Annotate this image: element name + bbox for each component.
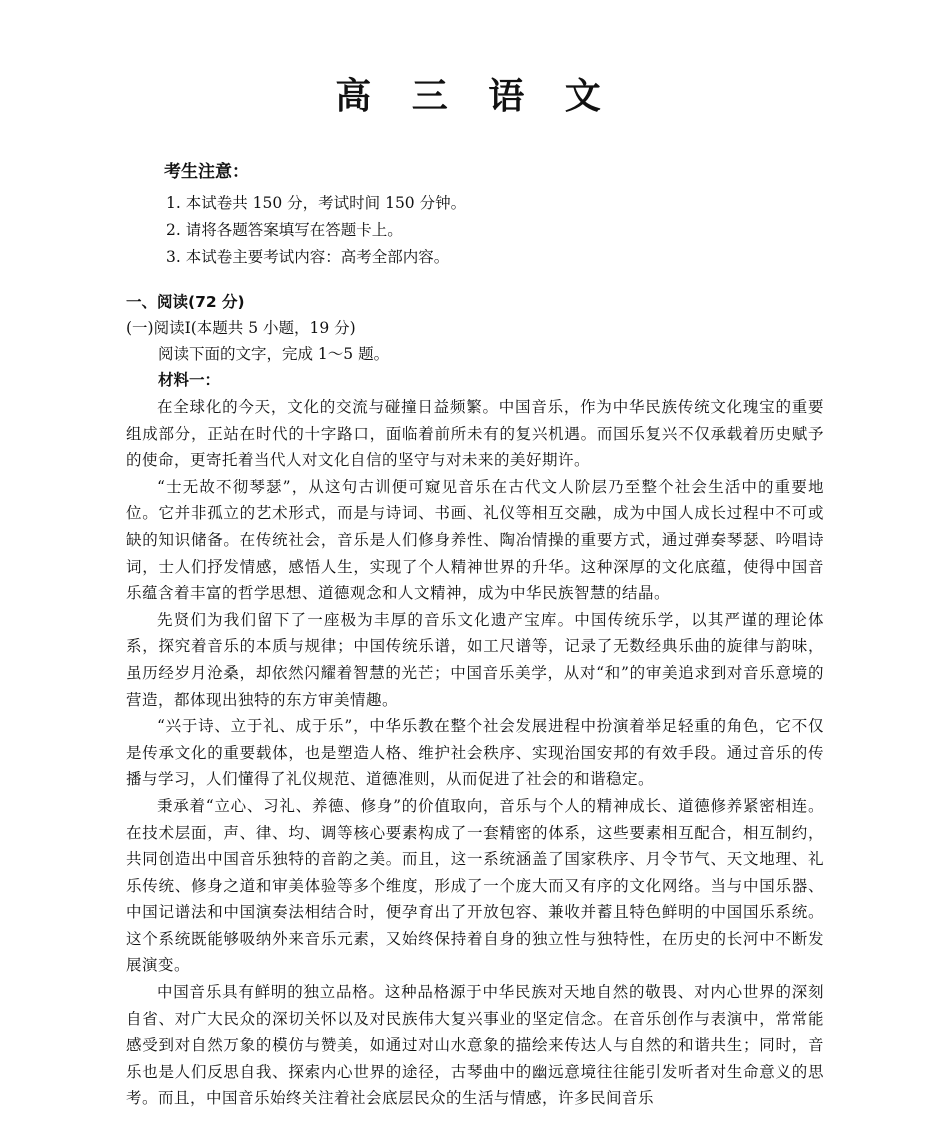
material-body	[126, 394, 824, 1112]
paragraph-2: “士无故不彻琴瑟”，从这句古训便可窥见音乐在古代文人阶层乃至整个社会生活中的重要地位。它并非孤立的艺术形式，而是与诗词、书画、礼仪等相互交融，成为中国人成长过程中不可或缺的知识储备。在传统社会，音乐是人们修身养性、陶冶情操的重要方式，通过弹奏琴瑟、吟唱诗词，士人们抒发情感，感悟人生，实现了个人精神世界的升华。这种深厚的文化底蕴，使得中国音乐蕴含着丰富的哲学思想、道德观念和人文精神，成为中华民族智慧的结晶。	[126, 477, 824, 603]
subsection-heading: (一)阅读Ⅰ(本题共 5 小题，19 分)	[126, 319, 356, 337]
notice-item-3: 3. 本试卷主要考试内容：高考全部内容。	[166, 248, 450, 266]
paragraph-5: 秉承着“立心、习礼、养德、修身”的价值取向，音乐与个人的精神成长、道德修养紧密相连。在技术层面，声、律、均、调等核心要素构成了一套精密的体系，这些要素相互配合，相互制约，共同创造出中国音乐独特的音韵之美。而且，这一系统涵盖了国家秩序、月令节气、天文地理、礼乐传统、修身之道和审美体验等多个维度，形成了一个庞大而又有序的文化网络。当与中国乐器、中国记谱法和中国演奏法相结合时，便孕育出了开放包容、兼收并蓄且特色鲜明的中国国乐系统。这个系统既能够吸纳外来音乐元素，又始终保持着自身的独立性与独特性，在历史的长河中不断发展演变。	[126, 796, 824, 975]
paragraph-3: 先贤们为我们留下了一座极为丰厚的音乐文化遗产宝库。中国传统乐学，以其严谨的理论体系，探究着音乐的本质与规律；中国传统乐谱，如工尺谱等，记录了无数经典乐曲的旋律与韵味，虽历经岁月沧桑，却依然闪耀着智慧的光芒；中国音乐美学，从对“和”的审美追求到对音乐意境的营造，都体现出独特的东方审美情趣。	[126, 610, 824, 709]
notice-heading: 考生注意：	[164, 162, 249, 182]
notice-item-2: 2. 请将各题答案填写在答题卡上。	[166, 221, 403, 239]
section-heading: 一、阅读(72 分)	[126, 293, 245, 311]
page-title: 高 三 语 文	[335, 76, 615, 117]
examinee-notice	[164, 160, 864, 271]
paragraph-1: 在全球化的今天，文化的交流与碰撞日益频繁。中国音乐，作为中华民族传统文化瑰宝的重要组成部分，正站在时代的十字路口，面临着前所未有的复兴机遇。而国乐复兴不仅承载着历史赋予的使命，更寄托着当代人对文化自信的坚守与对未来的美好期许。	[126, 398, 824, 470]
paragraph-6: 中国音乐具有鲜明的独立品格。这种品格源于中华民族对天地自然的敬畏、对内心世界的深刻自省、对广大民众的深切关怀以及对民族伟大复兴事业的坚定信念。在音乐创作与表演中，常常能感受到对自然万象的模仿与赞美，如通过对山水意象的描绘来传达人与自然的和谐共生；同时，音乐也是人们反思自我、探索内心世界的途径，古琴曲中的幽远意境往往能引发听者对生命意义的思考。而且，中国音乐始终关注着社会底层民众的生活与情感，许多民间音乐	[126, 983, 824, 1108]
paragraph-4: “兴于诗、立于礼、成于乐”，中华乐教在整个社会发展进程中扮演着举足轻重的角色，它不仅是传承文化的重要载体，也是塑造人格、维护社会秩序、实现治国安邦的有效手段。通过音乐的传播与学习，人们懂得了礼仪规范、道德准则，从而促进了社会的和谐稳定。	[126, 717, 824, 789]
notice-item-1: 1. 本试卷共 150 分，考试时间 150 分钟。	[166, 194, 467, 212]
material-label: 材料一：	[158, 371, 221, 389]
reading-instruction: 阅读下面的文字，完成 1～5 题。	[158, 345, 390, 363]
